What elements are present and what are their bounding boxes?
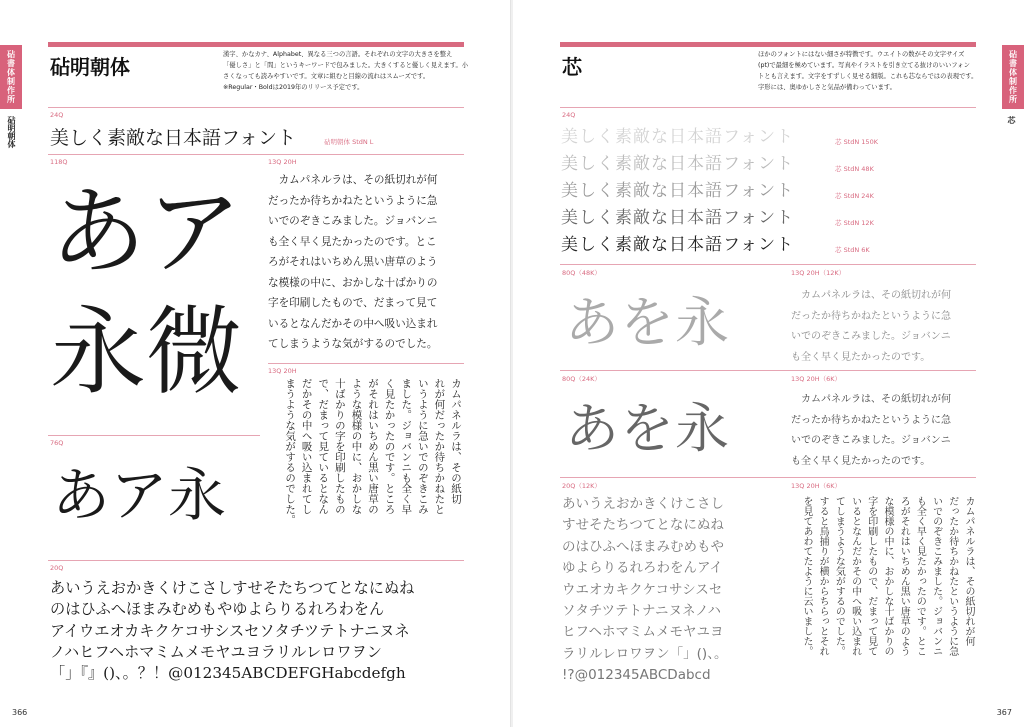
weight-label: 芯 StdN 24K: [835, 192, 874, 200]
weight-sample-text: 美しく素敵な日本語フォント: [561, 127, 795, 147]
weight-sample-text: 美しく素敵な日本語フォント: [561, 181, 795, 201]
headline-sample: 美しく素敵な日本語フォント: [50, 127, 297, 149]
spec-label: 24Q: [562, 111, 576, 119]
section-rule: [560, 264, 976, 265]
spec-label: 13Q 20H: [268, 158, 297, 166]
text-column: れが何だったか待ちかねたと: [433, 378, 446, 515]
intro-line: トとも言えます。文字をすずしく見せる細版。これも芯ならではの表現です。: [758, 73, 978, 80]
text-line: いるとなんだかその中へ吸い込まれ: [268, 317, 438, 330]
body-text-12k: [791, 286, 951, 368]
text-line: も全く早く見たかったのです。: [791, 455, 931, 467]
charset-line: アイウエオカキクケコサシスセソタチツテトナニヌネ: [50, 621, 410, 640]
large-sample-48k: あを永: [565, 291, 730, 354]
section-rule: [560, 107, 976, 108]
section-rule: [268, 363, 464, 364]
side-tab-publisher: 砧書体制作所: [1002, 45, 1024, 109]
charset-line: あいうえおかきくけこさしすせそたちつてとなにぬね: [50, 579, 415, 597]
charset-line: ノハヒフヘホマミムメモヤユヨラリルレロワヲン: [50, 642, 382, 661]
header-bar: [48, 42, 464, 47]
text-column: 字を印刷したもので、だまって見て: [865, 496, 877, 656]
text-column: だかその中へ吸い込まれてし: [300, 378, 313, 515]
intro-line: 漢字、かなカナ、Alphabet、異なる三つの言語。それぞれの文字の大きさを整え: [223, 51, 453, 58]
horizontal-body-text: [268, 170, 438, 355]
section-rule: [560, 477, 976, 478]
section-rule: [560, 370, 976, 371]
weight-sample-12k: [561, 203, 794, 228]
body-text-6k: [791, 390, 951, 472]
charset-line: ヒフヘホマミムメモヤユヨ: [562, 624, 724, 641]
text-line: てしまうような気がするのでした。: [268, 338, 438, 350]
side-tab-font-name: 芯: [1007, 116, 1016, 124]
medium-sample: あア永: [52, 461, 227, 529]
right-page: [513, 0, 1024, 727]
charset-line: ウエオカキクケコサシスセ: [562, 581, 723, 598]
section-rule: [48, 435, 260, 436]
text-column: てしまうような気がするのでした。: [833, 496, 845, 656]
spec-label: 118Q: [50, 158, 68, 166]
vertical-body-text: [278, 378, 464, 548]
section-rule: [48, 560, 464, 561]
text-column: いでのぞきこみました。ジョバンニ: [930, 496, 942, 656]
intro-line: ほかのフォントにはない細さが特徴です。ウエイトの数がその文字サイズ: [758, 51, 965, 58]
text-column: すると鳥捕りが横からちらっとそれ: [817, 496, 829, 656]
spec-label: 76Q: [50, 439, 64, 447]
large-sample-kanji: 永微: [50, 296, 242, 408]
text-line: も全く早く見たかったのです。とこ: [268, 235, 437, 248]
text-column: まうような気がするのでした。: [284, 378, 297, 525]
intro-text: [223, 49, 468, 93]
text-line: だったか待ちかねたというように急: [791, 310, 951, 322]
spec-label: 20Q: [50, 564, 64, 572]
weight-label: 芯 StdN 12K: [835, 219, 874, 227]
text-line: いでのぞきこみました。ジョバンニ: [268, 215, 438, 227]
side-tab-publisher: 砧書体制作所: [0, 45, 22, 109]
font-name-label: 砧明朝体 StdN L: [324, 138, 374, 146]
page-title: 砧明朝体: [50, 55, 130, 79]
text-column: く見たかったのです。ところ: [383, 378, 396, 515]
page-number: 366: [12, 708, 28, 717]
text-column: いうように急いでのぞきこみ: [416, 378, 429, 515]
spec-label: 80Q（48K）: [562, 269, 601, 277]
text-column: だったか待ちかねたというように急: [946, 496, 958, 656]
spec-label: 20Q（12K）: [562, 482, 601, 490]
text-column: で、だまって見ているとなん: [317, 378, 330, 515]
text-line: いでのぞきこみました。ジョバンニ: [791, 435, 951, 446]
spec-label: 13Q 20H（12K）: [791, 269, 846, 277]
page-number: 367: [996, 708, 1012, 717]
weight-sample-150k: [561, 122, 794, 147]
weight-sample-48k: [561, 149, 794, 174]
weight-sample-text: 美しく素敵な日本語フォント: [561, 235, 795, 255]
large-sample-24k: あを永: [565, 397, 730, 460]
text-line: だったか待ちかねたというように急: [268, 194, 438, 207]
text-column: カムパネルラは、その紙切: [450, 378, 462, 504]
header-bar: [560, 42, 976, 47]
page-title: 芯: [562, 55, 582, 79]
intro-line: 「優しさ」と「間」というキーワードで包みました。大きくすると優しく見えます。小: [223, 62, 469, 69]
weight-sample-text: 美しく素敵な日本語フォント: [561, 208, 795, 228]
weight-sample-text: 美しく素敵な日本語フォント: [561, 154, 795, 174]
charset-line: すせそたちつてとなにぬね: [562, 517, 724, 534]
text-column: カムパネルラは、その紙切れが何: [963, 496, 974, 646]
text-column: を見てあわてたように云いました。: [800, 496, 812, 656]
weight-sample-6k: [561, 230, 794, 255]
spec-label: 80Q（24K）: [562, 375, 601, 383]
weight-label: 芯 StdN 6K: [835, 246, 870, 254]
text-column: な模様の中に、おかしな十ばかりの: [881, 496, 893, 656]
text-line: だったか待ちかねたというように急: [791, 414, 951, 426]
weight-sample-24k: [561, 176, 794, 201]
text-column: ろがそれはいちめん黒い唐草のよう: [898, 496, 910, 656]
text-line: いでのぞきこみました。ジョバンニ: [791, 331, 951, 342]
text-line: カムパネルラは、その紙切れが何: [268, 174, 438, 186]
text-column: 十ばかりの字を印刷したもの: [333, 378, 346, 515]
intro-line: (pt)で最細を極めています。写真やイラストを引き立てる抜けのいいフォン: [758, 62, 970, 69]
vertical-body-text: [793, 496, 976, 691]
section-rule: [48, 154, 464, 155]
text-line: カムパネルラは、その紙切れが何: [791, 290, 951, 301]
spec-label: 24Q: [50, 111, 64, 119]
text-line: な模様の中に、おかしな十ばかりの: [268, 276, 438, 289]
charset-line: あいうえおかきくけこさし: [562, 496, 724, 512]
intro-text: [758, 49, 977, 93]
large-sample-kana: あア: [50, 176, 242, 288]
text-line: ろがそれはいちめん黒い唐草のよう: [268, 256, 438, 268]
charset-line: 「」『』()、。？！@012345ABCDEFGHabcdefgh: [50, 664, 406, 683]
intro-line: さくなっても読みやすいです。文章に組むと目線の流れはスムーズです。: [223, 73, 430, 80]
charset-line: のはひふへほまみむめもやゆよらりるれろわをん: [50, 600, 385, 619]
spec-label: 13Q 20H: [268, 367, 297, 375]
character-set: [562, 494, 727, 687]
intro-line: ※Regular・Boldは2019年のリリース予定です。: [223, 84, 364, 91]
spec-label: 13Q 20H（6K）: [791, 482, 842, 490]
text-column: がそれはいちめん黒い唐草の: [367, 378, 380, 515]
intro-line: 字形には、奥ゆかしさと気品が備わっています。: [758, 84, 896, 91]
weight-label: 芯 StdN 150K: [835, 138, 878, 146]
text-column: ました。ジョバンニも全く早: [400, 378, 413, 515]
weight-label: 芯 StdN 48K: [835, 165, 874, 173]
charset-line: ラリルレロワヲン「」()、。: [562, 645, 728, 662]
charset-line: のはひふへほまみむめもや: [562, 538, 724, 555]
section-rule: [48, 107, 464, 108]
charset-line: ソタチツテトナニヌネノハ: [562, 603, 722, 620]
text-line: 字を印刷したもので、だまって見て: [268, 297, 438, 309]
charset-line: ゆよらりるれろわをんアイ: [562, 560, 723, 577]
charset-line: !?@012345ABCDabcd: [562, 667, 711, 684]
text-column: ような模様の中に、おかしな: [350, 378, 363, 515]
text-line: も全く早く見たかったのです。: [791, 351, 931, 363]
side-tab-font-name: 砧明朝体: [7, 116, 16, 148]
text-column: いるとなんだかその中へ吸い込まれ: [849, 496, 861, 656]
spec-label: 13Q 20H（6K）: [791, 375, 842, 383]
text-column: も全く早く見たかったのです。とこ: [914, 496, 926, 656]
text-line: カムパネルラは、その紙切れが何: [791, 394, 951, 405]
character-set: [50, 578, 414, 684]
